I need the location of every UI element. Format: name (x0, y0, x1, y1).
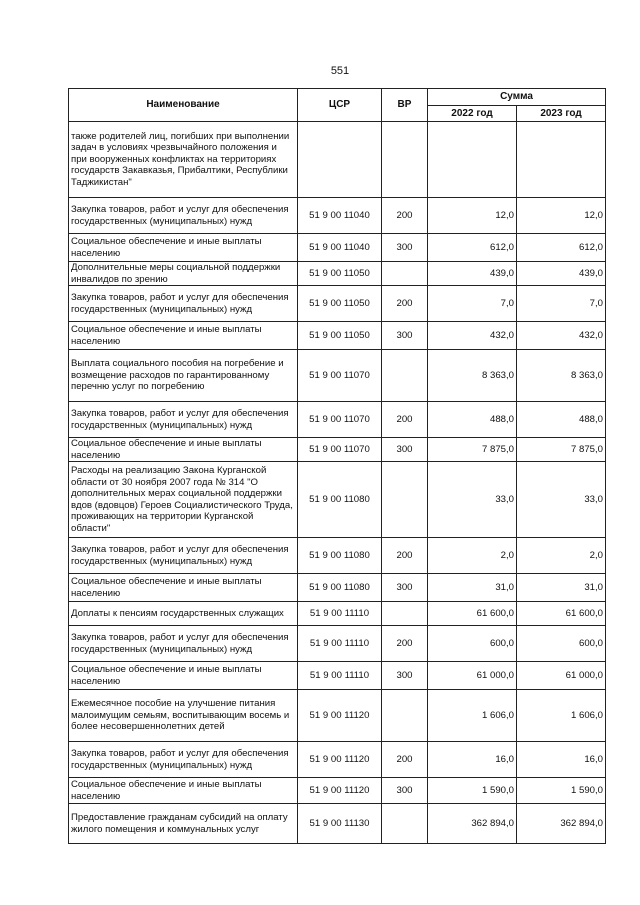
row-amount-2023: 362 894,0 (517, 804, 606, 844)
row-csr: 51 9 00 11070 (298, 438, 382, 462)
table-row (69, 350, 606, 402)
header-year-2023: 2023 год (517, 106, 606, 122)
row-csr: 51 9 00 11110 (298, 602, 382, 626)
table-header (69, 89, 606, 122)
row-amount-2023: 1 606,0 (517, 690, 606, 742)
row-amount-2022: 12,0 (428, 198, 517, 234)
row-vr: 200 (382, 402, 428, 438)
row-vr: 300 (382, 234, 428, 262)
row-csr: 51 9 00 11130 (298, 804, 382, 844)
row-amount-2023: 600,0 (517, 626, 606, 662)
table-row (69, 438, 606, 462)
row-amount-2023: 612,0 (517, 234, 606, 262)
row-csr: 51 9 00 11070 (298, 350, 382, 402)
row-vr (382, 804, 428, 844)
row-name: Социальное обеспечение и иные выплаты населению (69, 662, 298, 690)
header-sum: Сумма (428, 89, 606, 106)
row-amount-2023: 7 875,0 (517, 438, 606, 462)
row-name: Социальное обеспечение и иные выплаты населению (69, 438, 298, 462)
row-vr: 300 (382, 662, 428, 690)
row-vr (382, 350, 428, 402)
row-amount-2022: 61 000,0 (428, 662, 517, 690)
row-csr: 51 9 00 11080 (298, 574, 382, 602)
row-amount-2022: 31,0 (428, 574, 517, 602)
table-row (69, 742, 606, 778)
row-amount-2022: 1 590,0 (428, 778, 517, 804)
row-amount-2023: 61 000,0 (517, 662, 606, 690)
row-vr (382, 262, 428, 286)
row-csr: 51 9 00 11040 (298, 234, 382, 262)
row-vr: 200 (382, 538, 428, 574)
row-amount-2022: 61 600,0 (428, 602, 517, 626)
table-row (69, 538, 606, 574)
row-name: Закупка товаров, работ и услуг для обеспечения государственных (муниципальных) нужд (69, 198, 298, 234)
row-csr: 51 9 00 11050 (298, 262, 382, 286)
row-csr: 51 9 00 11050 (298, 286, 382, 322)
row-vr (382, 462, 428, 538)
row-amount-2022: 16,0 (428, 742, 517, 778)
row-name: также родителей лиц, погибших при выполнении задач в условиях чрезвычайного положения и при вооруженных конфликтах на территориях государств Закавказья, Прибалтики, Республики Таджикистан" (69, 122, 298, 198)
row-csr: 51 9 00 11110 (298, 662, 382, 690)
row-amount-2023: 488,0 (517, 402, 606, 438)
row-csr: 51 9 00 11120 (298, 778, 382, 804)
row-amount-2022: 7,0 (428, 286, 517, 322)
header-name: Наименование (69, 89, 298, 122)
row-name: Расходы на реализацию Закона Курганской области от 30 ноября 2007 года № 314 "О дополнительных мерах социальной поддержки вдов (вдовцов) Героев Социалистического Труда, проживающих на территории Курганской области" (69, 462, 298, 538)
row-amount-2022: 7 875,0 (428, 438, 517, 462)
table-row (69, 626, 606, 662)
row-csr: 51 9 00 11120 (298, 742, 382, 778)
table-body (69, 122, 606, 844)
row-amount-2023: 432,0 (517, 322, 606, 350)
row-vr (382, 122, 428, 198)
row-vr: 200 (382, 286, 428, 322)
row-csr: 51 9 00 11080 (298, 538, 382, 574)
header-vr: ВР (382, 89, 428, 122)
table-row (69, 122, 606, 198)
row-amount-2022: 2,0 (428, 538, 517, 574)
row-amount-2022: 600,0 (428, 626, 517, 662)
row-amount-2023: 2,0 (517, 538, 606, 574)
row-name: Закупка товаров, работ и услуг для обеспечения государственных (муниципальных) нужд (69, 286, 298, 322)
row-amount-2023: 12,0 (517, 198, 606, 234)
table-row (69, 574, 606, 602)
row-amount-2023: 439,0 (517, 262, 606, 286)
row-amount-2023: 7,0 (517, 286, 606, 322)
row-csr: 51 9 00 11050 (298, 322, 382, 350)
row-amount-2022: 432,0 (428, 322, 517, 350)
table-row (69, 234, 606, 262)
table-row (69, 804, 606, 844)
budget-table (68, 88, 606, 844)
row-vr (382, 690, 428, 742)
row-name: Социальное обеспечение и иные выплаты населению (69, 322, 298, 350)
header-csr: ЦСР (298, 89, 382, 122)
row-csr: 51 9 00 11110 (298, 626, 382, 662)
row-name: Социальное обеспечение и иные выплаты населению (69, 778, 298, 804)
row-amount-2023: 1 590,0 (517, 778, 606, 804)
header-year-2022: 2022 год (428, 106, 517, 122)
table-row (69, 778, 606, 804)
row-vr: 200 (382, 626, 428, 662)
row-csr: 51 9 00 11120 (298, 690, 382, 742)
row-vr: 300 (382, 574, 428, 602)
row-amount-2023: 31,0 (517, 574, 606, 602)
row-name: Предоставление гражданам субсидий на оплату жилого помещения и коммунальных услуг (69, 804, 298, 844)
row-name: Закупка товаров, работ и услуг для обеспечения государственных (муниципальных) нужд (69, 402, 298, 438)
row-name: Закупка товаров, работ и услуг для обеспечения государственных (муниципальных) нужд (69, 742, 298, 778)
row-amount-2022: 362 894,0 (428, 804, 517, 844)
row-amount-2023: 33,0 (517, 462, 606, 538)
row-amount-2023 (517, 122, 606, 198)
row-name: Закупка товаров, работ и услуг для обеспечения государственных (муниципальных) нужд (69, 538, 298, 574)
row-amount-2023: 61 600,0 (517, 602, 606, 626)
table-row (69, 462, 606, 538)
row-amount-2022: 612,0 (428, 234, 517, 262)
row-amount-2022: 33,0 (428, 462, 517, 538)
row-name: Социальное обеспечение и иные выплаты населению (69, 234, 298, 262)
row-csr: 51 9 00 11070 (298, 402, 382, 438)
row-amount-2023: 8 363,0 (517, 350, 606, 402)
row-vr: 300 (382, 438, 428, 462)
row-vr: 200 (382, 742, 428, 778)
row-amount-2023: 16,0 (517, 742, 606, 778)
row-vr: 300 (382, 322, 428, 350)
row-vr: 300 (382, 778, 428, 804)
row-csr: 51 9 00 11080 (298, 462, 382, 538)
row-vr: 200 (382, 198, 428, 234)
row-name: Доплаты к пенсиям государственных служащих (69, 602, 298, 626)
table-row (69, 286, 606, 322)
table-row (69, 198, 606, 234)
page-number: 551 (330, 65, 350, 77)
table-row (69, 322, 606, 350)
table-row (69, 602, 606, 626)
row-amount-2022: 8 363,0 (428, 350, 517, 402)
row-amount-2022 (428, 122, 517, 198)
row-name: Дополнительные меры социальной поддержки инвалидов по зрению (69, 262, 298, 286)
row-csr: 51 9 00 11040 (298, 198, 382, 234)
row-amount-2022: 488,0 (428, 402, 517, 438)
table-row (69, 690, 606, 742)
row-amount-2022: 1 606,0 (428, 690, 517, 742)
row-name: Социальное обеспечение и иные выплаты населению (69, 574, 298, 602)
row-name: Ежемесячное пособие на улучшение питания малоимущим семьям, воспитывающим восемь и более несовершеннолетних детей (69, 690, 298, 742)
row-vr (382, 602, 428, 626)
row-name: Выплата социального пособия на погребение и возмещение расходов по гарантированному перечню услуг по погребению (69, 350, 298, 402)
table-row (69, 262, 606, 286)
row-name: Закупка товаров, работ и услуг для обеспечения государственных (муниципальных) нужд (69, 626, 298, 662)
table-row (69, 662, 606, 690)
table-row (69, 402, 606, 438)
row-amount-2022: 439,0 (428, 262, 517, 286)
row-csr (298, 122, 382, 198)
